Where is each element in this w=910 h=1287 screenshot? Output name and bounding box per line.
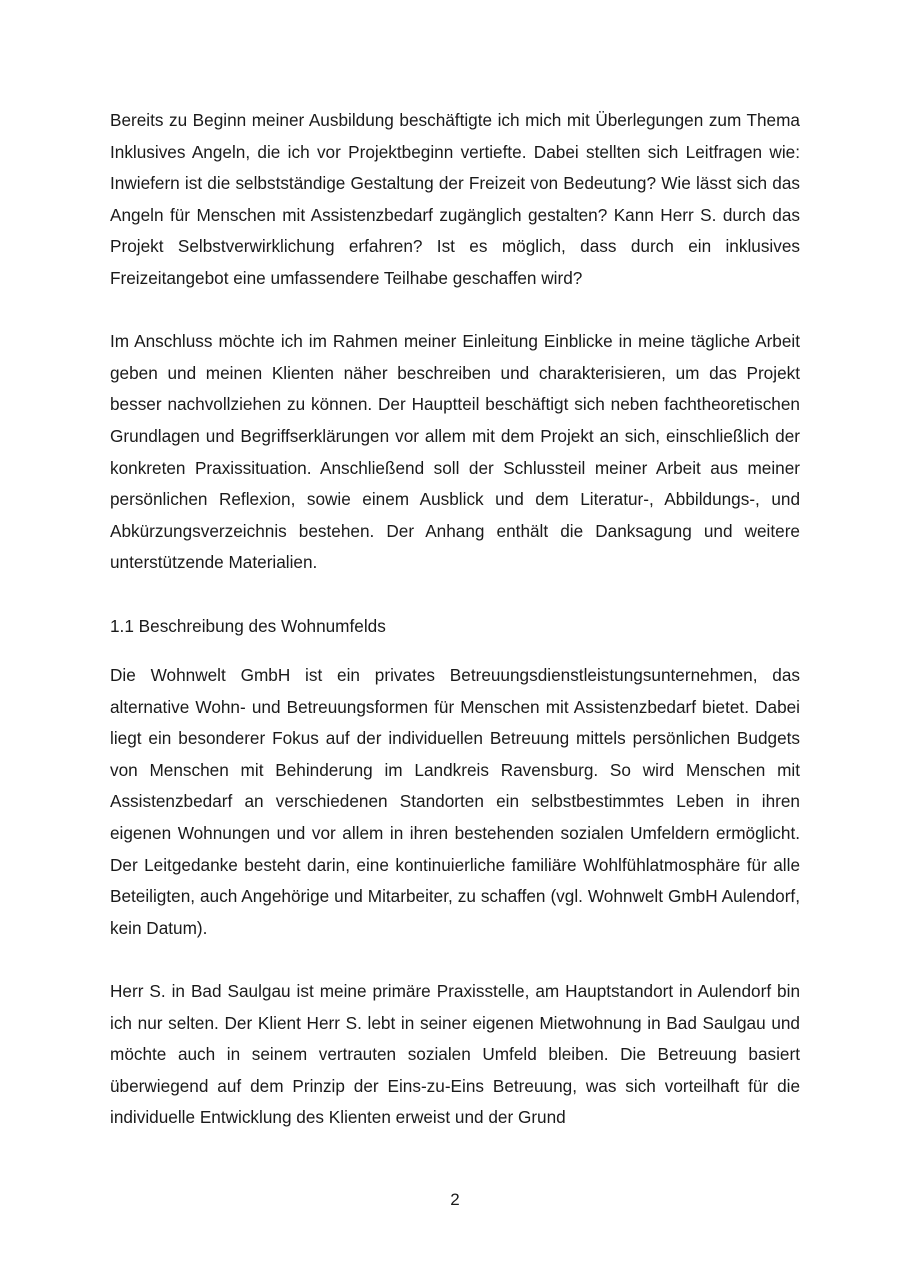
- paragraph-spacer: [110, 295, 800, 327]
- paragraph-intro-questions: Bereits zu Beginn meiner Ausbildung beschäftigte ich mich mit Überlegungen zum Thema Inklusives Angeln, die ich vor Projektbeginn vertiefte. Dabei stellten sich Leitfragen wie: Inwiefern ist die selbstständige Gestaltung der Freizeit von Bedeutung? Wie lässt sich das Angeln für Menschen mit Assistenzbedarf zugänglich gestalten? Kann Herr S. durch das Projekt Selbstverwirklichung erfahren? Ist es möglich, dass durch ein inklusives Freizeitangebot eine umfassendere Teilhabe geschaffen wird?: [110, 110, 800, 288]
- paragraph-spacer: [110, 944, 800, 976]
- page-content: [110, 105, 800, 1134]
- page-number: 2: [450, 1190, 460, 1209]
- paragraph-wohnwelt-description: Die Wohnwelt GmbH ist ein privates Betreuungsdienstleistungsunternehmen, das alternative Wohn- und Betreuungsformen für Menschen mit Assistenzbedarf bietet. Dabei liegt ein besonderer Fokus auf der individuellen Betreuung mittels persönlichen Budgets von Menschen mit Behinderung im Landkreis Ravensburg. So wird Menschen mit Assistenzbedarf an verschiedenen Standorten ein selbstbestimmtes Leben in ihren eigenen Wohnungen und vor allem in ihren bestehenden sozialen Umfeldern ermöglicht. Der Leitgedanke besteht darin, eine kontinuierliche familiäre Wohlfühlatmosphäre für alle Beteiligten, auch Angehörige und Mitarbeiter, zu schaffen (vgl. Wohnwelt GmbH Aulendorf, kein Datum).: [110, 665, 800, 938]
- paragraph-client-description: Herr S. in Bad Saulgau ist meine primäre Praxisstelle, am Hauptstandort in Aulendorf bin ich nur selten. Der Klient Herr S. lebt in seiner eigenen Mietwohnung in Bad Saulgau und möchte auch in seinem vertrauten sozialen Umfeld bleiben. Die Betreuung basiert überwiegend auf dem Prinzip der Eins-zu-Eins Betreuung, was sich vorteilhaft für die individuelle Entwicklung des Klienten erweist und der Grund: [110, 981, 800, 1128]
- section-heading: 1.1 Beschreibung des Wohnumfelds: [110, 615, 386, 636]
- paragraph-spacer: [110, 579, 800, 611]
- paragraph-structure-overview: Im Anschluss möchte ich im Rahmen meiner Einleitung Einblicke in meine tägliche Arbeit geben und meinen Klienten näher beschreiben und charakterisieren, um das Projekt besser nachvollziehen zu können. Der Hauptteil beschäftigt sich neben fachtheoretischen Grundlagen und Begriffserklärungen vor allem mit dem Projekt an sich, einschließlich der konkreten Praxissituation. Anschließend soll der Schlussteil meiner Arbeit aus meiner persönlichen Reflexion, sowie einem Ausblick und dem Literatur-, Abbildungs-, und Abkürzungsverzeichnis bestehen. Der Anhang enthält die Danksagung und weitere unterstützende Materialien.: [110, 331, 800, 573]
- heading-spacer: [110, 642, 800, 660]
